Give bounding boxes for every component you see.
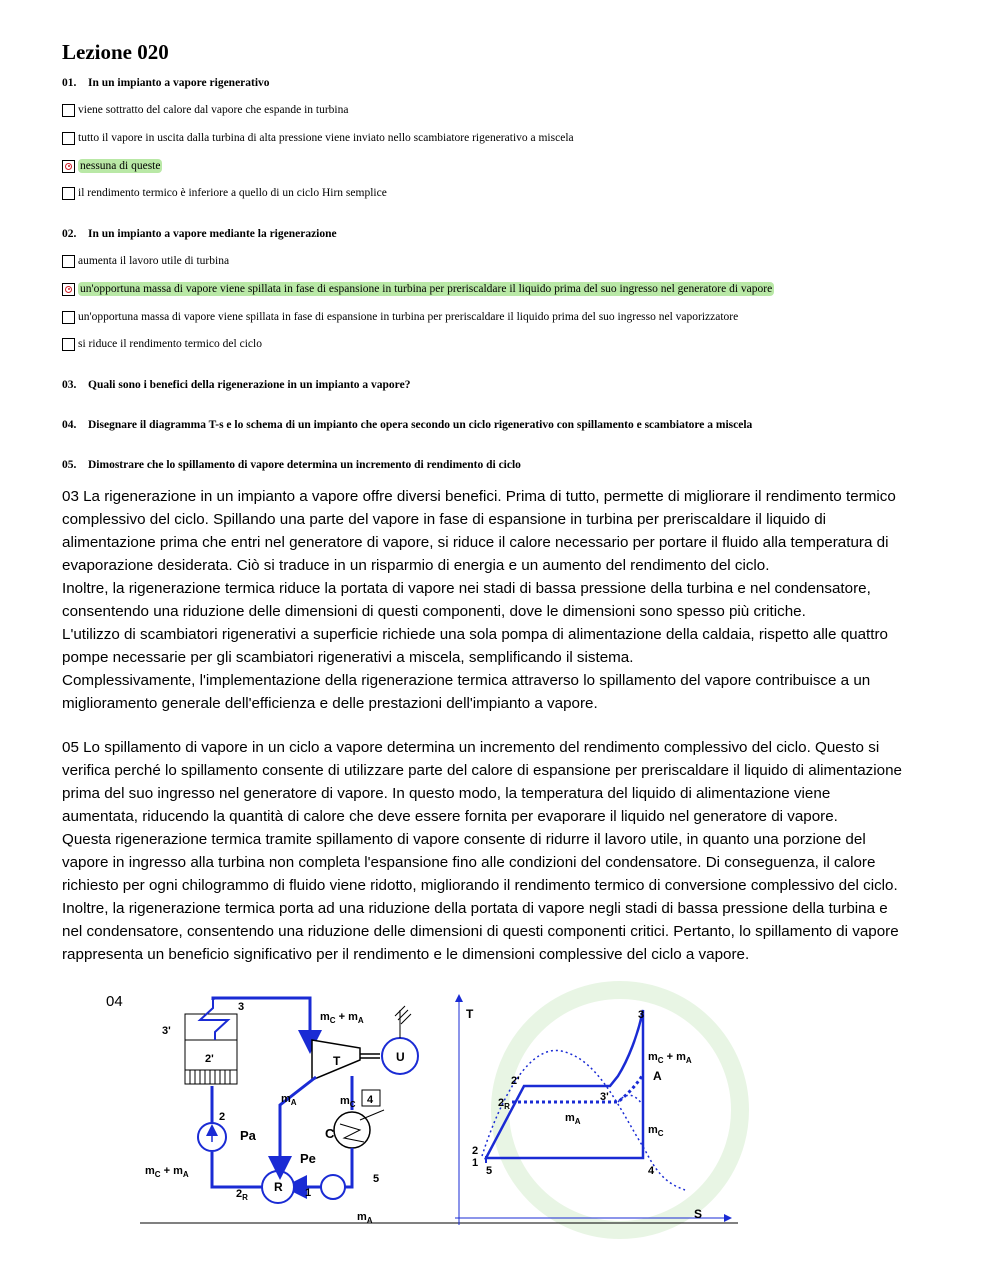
question-03: [62, 379, 410, 391]
checkbox[interactable]: [62, 311, 75, 324]
question-02: [62, 228, 337, 240]
question-02-option-1[interactable]: [62, 253, 229, 269]
label-2p: 2': [205, 1053, 214, 1065]
question-01-option-3[interactable]: [62, 158, 162, 174]
label-r: R: [274, 1180, 283, 1194]
question-number: 02.: [62, 228, 77, 240]
page-title: Lezione 020: [62, 40, 169, 64]
option-label: aumenta il lavoro utile di turbina: [78, 255, 230, 267]
figure-label: 04: [106, 993, 123, 1010]
label-4: 4: [367, 1094, 374, 1106]
figure-diagram: [0, 980, 1000, 1240]
option-label: un'opportuna massa di vapore viene spillata in fase di espansione in turbina per preriscaldare il liquido prima del suo ingresso nel generatore di vapore: [80, 283, 773, 295]
option-label: nessuna di queste: [80, 160, 161, 172]
option-label: il rendimento termico è inferiore a quello di un ciclo Hirn semplice: [78, 187, 387, 199]
question-number: 01.: [62, 77, 77, 89]
label-mc-ma-left: $m_C + m_A$: [145, 1165, 189, 1179]
checkbox[interactable]: [62, 132, 75, 145]
checkbox[interactable]: [62, 338, 75, 351]
ts-label-a: A: [653, 1069, 662, 1083]
ts-label-3p: 3': [600, 1091, 609, 1103]
ts-label-1: 1: [472, 1157, 479, 1169]
ts-label-mc-ma: $m_C + m_A$: [648, 1051, 692, 1065]
question-text: Quali sono i benefici della rigenerazione in un impianto a vapore?: [88, 379, 411, 391]
label-3: 3: [238, 1001, 245, 1013]
question-02-option-3[interactable]: [62, 309, 738, 325]
boiler: [185, 1014, 237, 1084]
label-pa: Pa: [240, 1128, 256, 1143]
question-text: Dimostrare che lo spillamento di vapore determina un incremento di rendimento di ciclo: [88, 459, 521, 471]
condenser: [334, 1112, 370, 1148]
checkbox[interactable]: [62, 104, 75, 117]
option-label: un'opportuna massa di vapore viene spillata in fase di espansione in turbina per preriscaldare il liquido prima del suo ingresso nel vaporizzatore: [78, 311, 739, 323]
label-ma: $m_A$: [281, 1093, 297, 1107]
question-text: In un impianto a vapore mediante la rigenerazione: [88, 228, 337, 240]
question-number: 03.: [62, 379, 77, 391]
watermark-logo: [500, 990, 740, 1230]
axis-label-s: S: [694, 1207, 703, 1221]
ts-label-2: 2: [472, 1145, 479, 1157]
label-mc: $m_C$: [340, 1095, 356, 1109]
question-05: [62, 459, 521, 471]
checkbox-selected[interactable]: [62, 160, 75, 173]
label-c: C: [325, 1126, 335, 1141]
question-01-option-4[interactable]: [62, 185, 387, 201]
label-2: 2: [219, 1111, 226, 1123]
question-04: [62, 419, 752, 431]
plant-schema: [185, 998, 418, 1203]
checkbox[interactable]: [62, 187, 75, 200]
label-turbine: T: [333, 1054, 341, 1068]
ts-label-4: 4: [648, 1165, 655, 1177]
label-mc-ma-top: $m_C + m_A$: [320, 1011, 364, 1025]
answer-03: 03 La rigenerazione in un impianto a vapore offre diversi benefici. Prima di tutto, permette di migliorare il rendimento termico complessivo del ciclo. Spillando una parte del vapore in fase di espansione in turbina per preriscaldare il liquido di alimentazione prima che entri nel generatore di vapore, si riduce il calore necessario per portare il fluido alla temperatura di evaporazione desiderata. Ciò si traduce in un risparmio di energia e un aumento del rendimento del ciclo. Inoltre, la rigenerazione termica riduce la portata di vapore nei stadi di bassa pressione della turbina e nel condensatore, consentendo una riduzione delle dimensioni di questi componenti, dove le dimensioni sono spesso più critiche. L'utilizzo di scambiatori rigenerativi a superficie richiede una sola pompa di alimentazione della caldaia, rispetto alle quattro pompe necessarie per gli scambiatori rigenerativi a miscela, semplificando il sistema. Complessivamente, l'implementazione della rigenerazione termica attraverso lo spillamento del vapore contribuisce a un miglioramento generale dell'efficienza e delle prestazioni dell'impianto a vapore.: [62, 488, 896, 712]
ts-label-5: 5: [486, 1165, 493, 1177]
question-text: In un impianto a vapore rigenerativo: [88, 77, 270, 89]
option-label: si riduce il rendimento termico del ciclo: [78, 338, 262, 350]
axis-label-t: T: [466, 1007, 474, 1021]
ts-label-2p: 2': [511, 1075, 520, 1087]
question-02-option-2[interactable]: [62, 281, 774, 297]
option-label: tutto il vapore in uscita dalla turbina di alta pressione viene inviato nello scambiatore rigenerativo a miscela: [78, 132, 574, 144]
pump-pe: [321, 1175, 345, 1199]
question-02-option-4[interactable]: [62, 336, 262, 352]
question-01: [62, 77, 270, 89]
option-label: viene sottratto del calore dal vapore che espande in turbina: [78, 104, 349, 116]
ts-label-mc: $m_C$: [648, 1124, 664, 1138]
checkbox-selected[interactable]: [62, 283, 75, 296]
label-2r: $2_R$: [236, 1188, 248, 1202]
checkbox[interactable]: [62, 255, 75, 268]
question-number: 05.: [62, 459, 77, 471]
ts-label-ma: $m_A$: [565, 1112, 581, 1126]
label-5: 5: [373, 1173, 380, 1185]
label-ma-bottom: $m_A$: [357, 1211, 373, 1225]
label-1: 1: [305, 1187, 312, 1199]
label-u: U: [396, 1050, 405, 1064]
question-text: Disegnare il diagramma T-s e lo schema di un impianto che opera secondo un ciclo rigenerativo con spillamento e scambiatore a miscela: [88, 419, 753, 431]
ts-label-2r: $2_R$: [498, 1097, 510, 1111]
question-number: 04.: [62, 419, 77, 431]
answer-05: 05 Lo spillamento di vapore in un ciclo a vapore determina un incremento del rendimento complessivo del ciclo. Questo si verifica perché lo spillamento consente di utilizzare parte del calore di espansione per preriscaldare il liquido di alimentazione prima del suo ingresso nel generatore di vapore. In questo modo, la temperatura del liquido di alimentazione viene aumentata, riducendo la quantità di calore che deve essere fornita per evaporare il liquido nel generatore di vapore. Questa rigenerazione termica tramite spillamento di vapore consente di ridurre il lavoro utile, in quanto una porzione del vapore in ingresso alla turbina non completa l'espansione fino alle condizioni del condensatore. Di conseguenza, il calore richiesto per ogni chilogrammo di fluido viene ridotto, migliorando il rendimento termico di conversione complessivo del ciclo. Inoltre, la rigenerazione termica porta ad una riduzione della portata di vapore negli stadi di bassa pressione della turbina e nel condensatore, consentendo una riduzione delle dimensioni di questi componenti critici. Pertanto, lo spillamento di vapore rappresenta un beneficio significativo per il rendimento e le dimensioni complessive del ciclo a vapore.: [62, 739, 902, 963]
question-01-option-2[interactable]: [62, 130, 574, 146]
ts-label-3: 3: [638, 1009, 645, 1021]
question-01-option-1[interactable]: [62, 102, 348, 118]
label-3p: 3': [162, 1025, 171, 1037]
label-pe: Pe: [300, 1151, 316, 1166]
